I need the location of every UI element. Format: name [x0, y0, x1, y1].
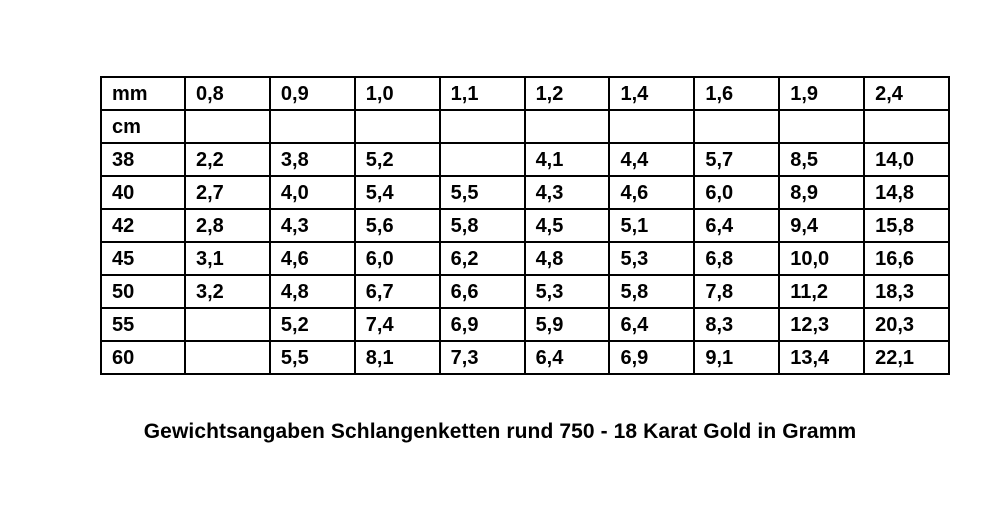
table-row	[101, 275, 949, 308]
row-header: 38	[101, 143, 185, 176]
table-header-row-cm	[101, 110, 949, 143]
table-cell: 2,8	[185, 209, 270, 242]
table-cell: 4,0	[270, 176, 355, 209]
table-cell	[440, 143, 525, 176]
spacer-cell	[694, 110, 779, 143]
table-cell: 5,2	[355, 143, 440, 176]
table-cell: 5,5	[440, 176, 525, 209]
table-cell: 8,9	[779, 176, 864, 209]
table-cell	[185, 308, 270, 341]
table-cell: 2,7	[185, 176, 270, 209]
row-header: 60	[101, 341, 185, 374]
table-row	[101, 176, 949, 209]
table-cell: 2,2	[185, 143, 270, 176]
table-cell: 3,8	[270, 143, 355, 176]
table-cell: 4,3	[270, 209, 355, 242]
spacer-cell	[355, 110, 440, 143]
weight-table	[100, 76, 950, 375]
table-cell: 5,1	[609, 209, 694, 242]
table-cell: 22,1	[864, 341, 949, 374]
table-cell: 9,4	[779, 209, 864, 242]
spacer-cell	[864, 110, 949, 143]
table-cell: 6,7	[355, 275, 440, 308]
table-cell: 15,8	[864, 209, 949, 242]
table-row	[101, 143, 949, 176]
table-cell: 18,3	[864, 275, 949, 308]
table-caption: Gewichtsangaben Schlangenketten rund 750 - 18 Karat Gold in Gramm	[143, 420, 857, 443]
column-header: 1,1	[440, 77, 525, 110]
table-cell	[185, 341, 270, 374]
row-header: 45	[101, 242, 185, 275]
spacer-cell	[779, 110, 864, 143]
table-cell: 7,3	[440, 341, 525, 374]
table-cell: 6,4	[525, 341, 610, 374]
table-cell: 6,0	[355, 242, 440, 275]
table-cell: 7,4	[355, 308, 440, 341]
table-cell: 6,9	[609, 341, 694, 374]
table-cell: 6,0	[694, 176, 779, 209]
table-cell: 5,2	[270, 308, 355, 341]
spacer-cell	[525, 110, 610, 143]
table-cell: 7,8	[694, 275, 779, 308]
table-cell: 6,2	[440, 242, 525, 275]
table-cell: 5,9	[525, 308, 610, 341]
table-cell: 8,5	[779, 143, 864, 176]
table-cell: 13,4	[779, 341, 864, 374]
column-header: 0,8	[185, 77, 270, 110]
table-cell: 4,4	[609, 143, 694, 176]
row-unit-label: cm	[101, 110, 185, 143]
table-cell: 9,1	[694, 341, 779, 374]
table-cell: 5,8	[440, 209, 525, 242]
table-cell: 4,8	[270, 275, 355, 308]
table-cell: 5,5	[270, 341, 355, 374]
row-header: 55	[101, 308, 185, 341]
column-header: 1,9	[779, 77, 864, 110]
row-header: 42	[101, 209, 185, 242]
spacer-cell	[609, 110, 694, 143]
table-cell: 12,3	[779, 308, 864, 341]
table-cell: 5,3	[525, 275, 610, 308]
table-cell: 20,3	[864, 308, 949, 341]
table-cell: 6,9	[440, 308, 525, 341]
table-row	[101, 308, 949, 341]
table-cell: 8,1	[355, 341, 440, 374]
table-cell: 5,7	[694, 143, 779, 176]
spacer-cell	[185, 110, 270, 143]
column-header: 1,6	[694, 77, 779, 110]
table-cell: 6,4	[694, 209, 779, 242]
table-cell: 4,8	[525, 242, 610, 275]
column-header: 1,4	[609, 77, 694, 110]
table-cell: 6,4	[609, 308, 694, 341]
column-header: 0,9	[270, 77, 355, 110]
table-cell: 4,6	[270, 242, 355, 275]
spacer-cell	[270, 110, 355, 143]
table-cell: 11,2	[779, 275, 864, 308]
column-header: 2,4	[864, 77, 949, 110]
table-cell: 5,6	[355, 209, 440, 242]
table-cell: 14,0	[864, 143, 949, 176]
table-cell: 4,3	[525, 176, 610, 209]
table-cell: 16,6	[864, 242, 949, 275]
table-cell: 5,4	[355, 176, 440, 209]
table-cell: 5,3	[609, 242, 694, 275]
row-header: 40	[101, 176, 185, 209]
row-header: 50	[101, 275, 185, 308]
table-cell: 8,3	[694, 308, 779, 341]
table-cell: 4,6	[609, 176, 694, 209]
table-cell: 6,8	[694, 242, 779, 275]
table-cell: 4,5	[525, 209, 610, 242]
table-row	[101, 209, 949, 242]
table-cell: 10,0	[779, 242, 864, 275]
table-cell: 3,1	[185, 242, 270, 275]
column-header: 1,0	[355, 77, 440, 110]
table-cell: 5,8	[609, 275, 694, 308]
table-cell: 3,2	[185, 275, 270, 308]
weight-table-container	[100, 76, 948, 375]
table-cell: 6,6	[440, 275, 525, 308]
table-row	[101, 341, 949, 374]
column-header: 1,2	[525, 77, 610, 110]
spacer-cell	[440, 110, 525, 143]
table-header-row-mm	[101, 77, 949, 110]
table-cell: 4,1	[525, 143, 610, 176]
table-cell: 14,8	[864, 176, 949, 209]
table-row	[101, 242, 949, 275]
column-unit-label: mm	[101, 77, 185, 110]
